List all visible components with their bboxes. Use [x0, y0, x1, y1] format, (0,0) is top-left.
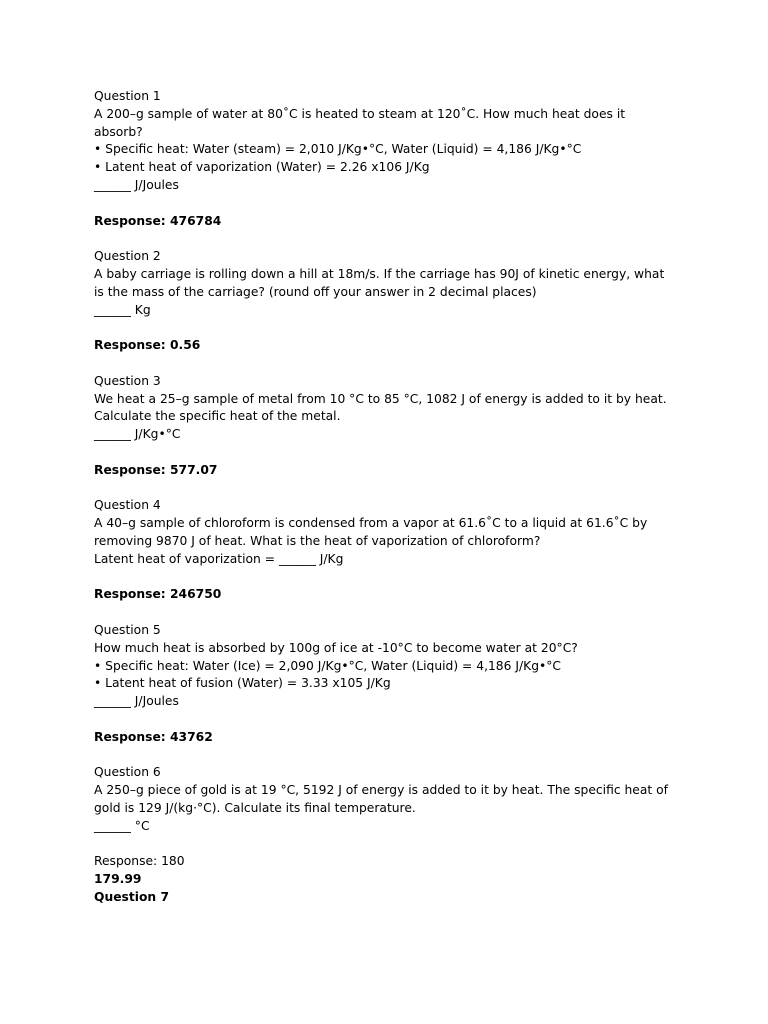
- question-heading: Question 2: [94, 249, 161, 264]
- question-block-6: [94, 764, 679, 906]
- response-text: Response: 246750: [94, 587, 222, 602]
- answer-blank: Latent heat of vaporization = ______ J/Kg: [94, 551, 344, 566]
- response-text: Response: 43762: [94, 729, 213, 744]
- question-block-3: [94, 373, 679, 498]
- question-text: • Specific heat: Water (Ice) = 2,090 J/Kg•°C, Water (Liquid) = 4,186 J/Kg•°C: [94, 658, 561, 673]
- response-text: Response: 577.07: [94, 462, 218, 477]
- question-text: is the mass of the carriage? (round off your answer in 2 decimal places): [94, 284, 537, 299]
- question-text: We heat a 25–g sample of metal from 10 °C to 85 °C, 1082 J of energy is added to it by heat.: [94, 391, 667, 406]
- question-heading: Question 1: [94, 89, 161, 103]
- question-block-4: [94, 497, 679, 622]
- question-heading: Question 7: [94, 889, 170, 904]
- question-text: A 40–g sample of chloroform is condensed from a vapor at 61.6˚C to a liquid at 61.6˚C by: [94, 516, 648, 531]
- question-text: gold is 129 J/(kg·°C). Calculate its final temperature.: [94, 800, 416, 815]
- question-block-5: [94, 622, 679, 764]
- answer-blank: ______ J/Kg•°C: [94, 427, 181, 442]
- question-text: A 250–g piece of gold is at 19 °C, 5192 J of energy is added to it by heat. The specific heat of: [94, 783, 668, 798]
- question-heading: Question 4: [94, 498, 161, 513]
- question-heading: Question 5: [94, 622, 161, 637]
- response-text: Response: 180: [94, 854, 185, 869]
- question-block-2: [94, 248, 679, 373]
- question-text: • Latent heat of fusion (Water) = 3.33 x105 J/Kg: [94, 676, 391, 691]
- answer-blank: ______ J/Joules: [94, 694, 179, 709]
- question-heading: Question 3: [94, 373, 161, 388]
- question-text: A 200–g sample of water at 80˚C is heated to steam at 120˚C. How much heat does it: [94, 106, 626, 121]
- response-text: Response: 476784: [94, 213, 222, 228]
- answer-blank: ______ Kg: [94, 302, 151, 317]
- question-text: absorb?: [94, 124, 143, 139]
- question-text: How much heat is absorbed by 100g of ice at -10°C to become water at 20°C?: [94, 640, 578, 655]
- answer-blank: ______ J/Joules: [94, 177, 179, 192]
- question-heading: Question 6: [94, 765, 161, 780]
- question-text: A baby carriage is rolling down a hill at 18m/s. If the carriage has 90J of kinetic energy, what: [94, 266, 665, 281]
- question-text: • Specific heat: Water (steam) = 2,010 J/Kg•°C, Water (Liquid) = 4,186 J/Kg•°C: [94, 142, 582, 157]
- question-text: • Latent heat of vaporization (Water) = 2.26 x106 J/Kg: [94, 160, 430, 175]
- response-text: Response: 0.56: [94, 338, 201, 353]
- question-text: Calculate the specific heat of the metal.: [94, 409, 341, 424]
- question-block-1: [94, 88, 679, 248]
- question-text: removing 9870 J of heat. What is the heat of vaporization of chloroform?: [94, 533, 541, 548]
- response-value: 179.99: [94, 872, 142, 887]
- answer-blank: ______ °C: [94, 818, 150, 833]
- document-content: [94, 88, 679, 907]
